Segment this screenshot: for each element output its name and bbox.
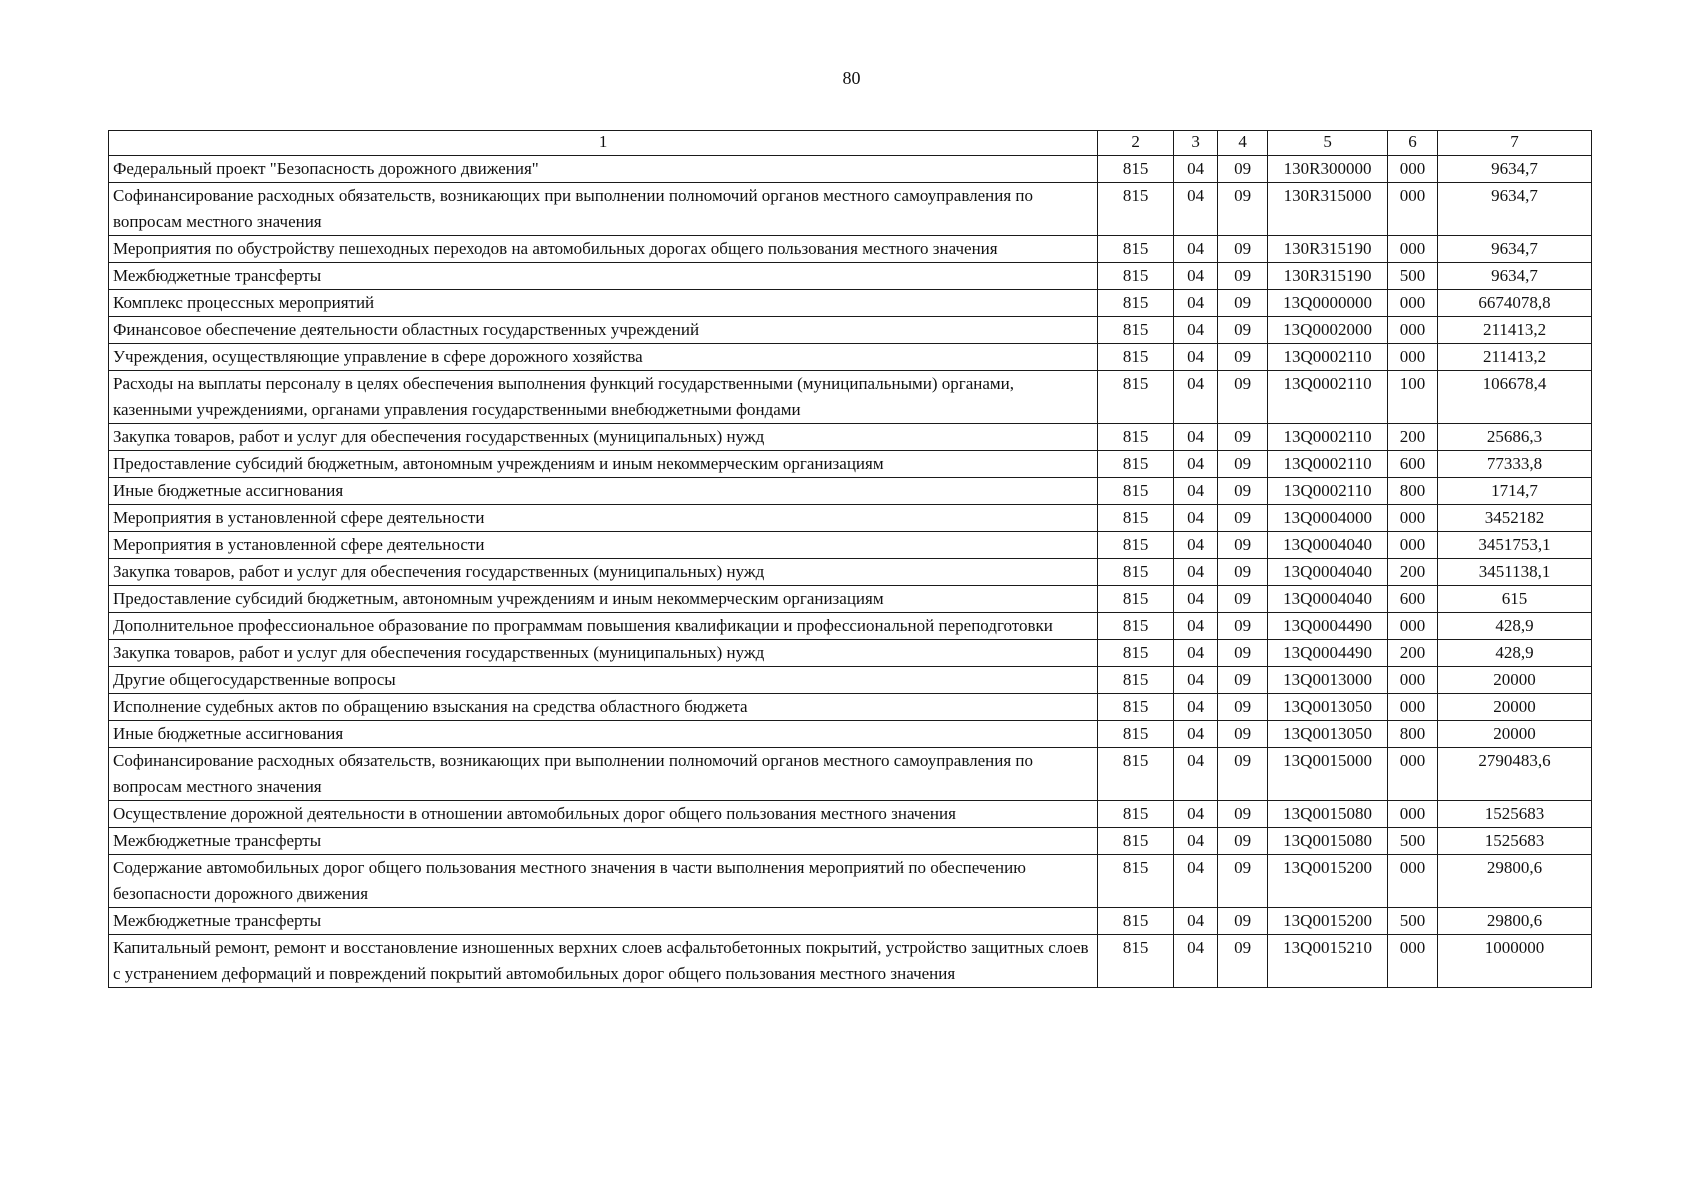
item-name: Иные бюджетные ассигнования <box>109 721 1098 748</box>
admin-code: 815 <box>1098 694 1174 721</box>
expense-type-code: 200 <box>1388 559 1438 586</box>
admin-code: 815 <box>1098 344 1174 371</box>
expense-type-code: 600 <box>1388 451 1438 478</box>
subsection-code: 09 <box>1218 183 1268 236</box>
target-article-code: 13Q0015080 <box>1268 828 1388 855</box>
column-header: 3 <box>1174 131 1218 156</box>
table-row <box>109 451 1592 478</box>
item-name: Комплекс процессных мероприятий <box>109 290 1098 317</box>
section-code: 04 <box>1174 559 1218 586</box>
amount: 9634,7 <box>1438 263 1592 290</box>
section-code: 04 <box>1174 236 1218 263</box>
target-article-code: 13Q0013000 <box>1268 667 1388 694</box>
table-row <box>109 801 1592 828</box>
item-name: Капитальный ремонт, ремонт и восстановление изношенных верхних слоев асфальтобетонных покрытий, устройство защитных слоев с устранением деформаций и повреждений покрытий автомобильных дорог общего пользования местного значения <box>109 935 1098 988</box>
subsection-code: 09 <box>1218 451 1268 478</box>
expense-type-code: 000 <box>1388 290 1438 317</box>
amount: 25686,3 <box>1438 424 1592 451</box>
item-name: Софинансирование расходных обязательств, возникающих при выполнении полномочий органов местного самоуправления по вопросам местного значения <box>109 183 1098 236</box>
admin-code: 815 <box>1098 801 1174 828</box>
subsection-code: 09 <box>1218 586 1268 613</box>
amount: 29800,6 <box>1438 855 1592 908</box>
column-header: 1 <box>109 131 1098 156</box>
target-article-code: 13Q0002000 <box>1268 317 1388 344</box>
amount: 6674078,8 <box>1438 290 1592 317</box>
section-code: 04 <box>1174 828 1218 855</box>
subsection-code: 09 <box>1218 371 1268 424</box>
subsection-code: 09 <box>1218 156 1268 183</box>
budget-table <box>108 130 1592 988</box>
item-name: Расходы на выплаты персоналу в целях обеспечения выполнения функций государственными (муниципальными) органами, казенными учреждениями, органами управления государственными внебюджетными фондами <box>109 371 1098 424</box>
section-code: 04 <box>1174 586 1218 613</box>
expense-type-code: 000 <box>1388 236 1438 263</box>
target-article-code: 13Q0004490 <box>1268 640 1388 667</box>
admin-code: 815 <box>1098 613 1174 640</box>
subsection-code: 09 <box>1218 236 1268 263</box>
admin-code: 815 <box>1098 935 1174 988</box>
amount: 211413,2 <box>1438 344 1592 371</box>
table-row <box>109 424 1592 451</box>
section-code: 04 <box>1174 263 1218 290</box>
subsection-code: 09 <box>1218 505 1268 532</box>
target-article-code: 13Q0004040 <box>1268 559 1388 586</box>
amount: 615 <box>1438 586 1592 613</box>
target-article-code: 13Q0004490 <box>1268 613 1388 640</box>
amount: 3451138,1 <box>1438 559 1592 586</box>
amount: 9634,7 <box>1438 236 1592 263</box>
expense-type-code: 000 <box>1388 344 1438 371</box>
section-code: 04 <box>1174 694 1218 721</box>
item-name: Другие общегосударственные вопросы <box>109 667 1098 694</box>
expense-type-code: 000 <box>1388 801 1438 828</box>
subsection-code: 09 <box>1218 559 1268 586</box>
amount: 9634,7 <box>1438 156 1592 183</box>
amount: 1000000 <box>1438 935 1592 988</box>
admin-code: 815 <box>1098 667 1174 694</box>
admin-code: 815 <box>1098 371 1174 424</box>
section-code: 04 <box>1174 424 1218 451</box>
target-article-code: 130R315000 <box>1268 183 1388 236</box>
amount: 20000 <box>1438 694 1592 721</box>
item-name: Софинансирование расходных обязательств, возникающих при выполнении полномочий органов местного самоуправления по вопросам местного значения <box>109 748 1098 801</box>
table-row <box>109 532 1592 559</box>
table-row <box>109 640 1592 667</box>
amount: 106678,4 <box>1438 371 1592 424</box>
target-article-code: 13Q0015080 <box>1268 801 1388 828</box>
target-article-code: 13Q0000000 <box>1268 290 1388 317</box>
item-name: Содержание автомобильных дорог общего пользования местного значения в части выполнения мероприятий по обеспечению безопасности дорожного движения <box>109 855 1098 908</box>
expense-type-code: 100 <box>1388 371 1438 424</box>
target-article-code: 13Q0004000 <box>1268 505 1388 532</box>
amount: 1525683 <box>1438 828 1592 855</box>
section-code: 04 <box>1174 505 1218 532</box>
section-code: 04 <box>1174 183 1218 236</box>
column-header: 7 <box>1438 131 1592 156</box>
target-article-code: 13Q0002110 <box>1268 344 1388 371</box>
table-row <box>109 156 1592 183</box>
target-article-code: 13Q0015210 <box>1268 935 1388 988</box>
subsection-code: 09 <box>1218 667 1268 694</box>
expense-type-code: 000 <box>1388 748 1438 801</box>
item-name: Мероприятия по обустройству пешеходных переходов на автомобильных дорогах общего пользования местного значения <box>109 236 1098 263</box>
admin-code: 815 <box>1098 451 1174 478</box>
expense-type-code: 500 <box>1388 263 1438 290</box>
section-code: 04 <box>1174 640 1218 667</box>
amount: 9634,7 <box>1438 183 1592 236</box>
item-name: Осуществление дорожной деятельности в отношении автомобильных дорог общего пользования местного значения <box>109 801 1098 828</box>
section-code: 04 <box>1174 667 1218 694</box>
expense-type-code: 000 <box>1388 667 1438 694</box>
subsection-code: 09 <box>1218 935 1268 988</box>
table-row <box>109 721 1592 748</box>
item-name: Федеральный проект "Безопасность дорожного движения" <box>109 156 1098 183</box>
amount: 20000 <box>1438 667 1592 694</box>
table-header-row <box>109 131 1592 156</box>
section-code: 04 <box>1174 748 1218 801</box>
subsection-code: 09 <box>1218 855 1268 908</box>
subsection-code: 09 <box>1218 828 1268 855</box>
column-header: 2 <box>1098 131 1174 156</box>
subsection-code: 09 <box>1218 478 1268 505</box>
expense-type-code: 500 <box>1388 828 1438 855</box>
admin-code: 815 <box>1098 183 1174 236</box>
target-article-code: 13Q0004040 <box>1268 532 1388 559</box>
table-row <box>109 855 1592 908</box>
admin-code: 815 <box>1098 478 1174 505</box>
section-code: 04 <box>1174 156 1218 183</box>
table-row <box>109 344 1592 371</box>
amount: 77333,8 <box>1438 451 1592 478</box>
expense-type-code: 800 <box>1388 478 1438 505</box>
column-header: 4 <box>1218 131 1268 156</box>
amount: 428,9 <box>1438 640 1592 667</box>
table-row <box>109 559 1592 586</box>
admin-code: 815 <box>1098 748 1174 801</box>
table-row <box>109 748 1592 801</box>
table-row <box>109 694 1592 721</box>
item-name: Межбюджетные трансферты <box>109 908 1098 935</box>
target-article-code: 130R315190 <box>1268 236 1388 263</box>
admin-code: 815 <box>1098 586 1174 613</box>
subsection-code: 09 <box>1218 532 1268 559</box>
admin-code: 815 <box>1098 290 1174 317</box>
target-article-code: 13Q0004040 <box>1268 586 1388 613</box>
section-code: 04 <box>1174 613 1218 640</box>
section-code: 04 <box>1174 935 1218 988</box>
table-row <box>109 667 1592 694</box>
subsection-code: 09 <box>1218 908 1268 935</box>
amount: 20000 <box>1438 721 1592 748</box>
section-code: 04 <box>1174 855 1218 908</box>
item-name: Финансовое обеспечение деятельности областных государственных учреждений <box>109 317 1098 344</box>
page-number: 80 <box>842 68 861 88</box>
column-header: 5 <box>1268 131 1388 156</box>
subsection-code: 09 <box>1218 748 1268 801</box>
section-code: 04 <box>1174 721 1218 748</box>
expense-type-code: 000 <box>1388 694 1438 721</box>
item-name: Закупка товаров, работ и услуг для обеспечения государственных (муниципальных) нужд <box>109 559 1098 586</box>
table-row <box>109 183 1592 236</box>
target-article-code: 13Q0002110 <box>1268 478 1388 505</box>
expense-type-code: 000 <box>1388 613 1438 640</box>
amount: 3452182 <box>1438 505 1592 532</box>
subsection-code: 09 <box>1218 424 1268 451</box>
item-name: Межбюджетные трансферты <box>109 263 1098 290</box>
expense-type-code: 200 <box>1388 640 1438 667</box>
item-name: Предоставление субсидий бюджетным, автономным учреждениям и иным некоммерческим организациям <box>109 586 1098 613</box>
admin-code: 815 <box>1098 505 1174 532</box>
admin-code: 815 <box>1098 640 1174 667</box>
expense-type-code: 000 <box>1388 317 1438 344</box>
subsection-code: 09 <box>1218 721 1268 748</box>
table-row <box>109 586 1592 613</box>
section-code: 04 <box>1174 290 1218 317</box>
table-row <box>109 478 1592 505</box>
expense-type-code: 200 <box>1388 424 1438 451</box>
section-code: 04 <box>1174 478 1218 505</box>
item-name: Мероприятия в установленной сфере деятельности <box>109 532 1098 559</box>
target-article-code: 130R300000 <box>1268 156 1388 183</box>
item-name: Закупка товаров, работ и услуг для обеспечения государственных (муниципальных) нужд <box>109 424 1098 451</box>
expense-type-code: 000 <box>1388 505 1438 532</box>
amount: 3451753,1 <box>1438 532 1592 559</box>
amount: 428,9 <box>1438 613 1592 640</box>
target-article-code: 13Q0002110 <box>1268 451 1388 478</box>
amount: 29800,6 <box>1438 908 1592 935</box>
section-code: 04 <box>1174 344 1218 371</box>
expense-type-code: 800 <box>1388 721 1438 748</box>
subsection-code: 09 <box>1218 801 1268 828</box>
amount: 2790483,6 <box>1438 748 1592 801</box>
item-name: Предоставление субсидий бюджетным, автономным учреждениям и иным некоммерческим организациям <box>109 451 1098 478</box>
item-name: Закупка товаров, работ и услуг для обеспечения государственных (муниципальных) нужд <box>109 640 1098 667</box>
admin-code: 815 <box>1098 317 1174 344</box>
admin-code: 815 <box>1098 721 1174 748</box>
subsection-code: 09 <box>1218 344 1268 371</box>
item-name: Исполнение судебных актов по обращению взыскания на средства областного бюджета <box>109 694 1098 721</box>
admin-code: 815 <box>1098 532 1174 559</box>
target-article-code: 13Q0015000 <box>1268 748 1388 801</box>
admin-code: 815 <box>1098 156 1174 183</box>
table-row <box>109 290 1592 317</box>
table-row <box>109 505 1592 532</box>
section-code: 04 <box>1174 908 1218 935</box>
table-row <box>109 828 1592 855</box>
subsection-code: 09 <box>1218 317 1268 344</box>
table-row <box>109 371 1592 424</box>
table-row <box>109 935 1592 988</box>
target-article-code: 13Q0013050 <box>1268 694 1388 721</box>
subsection-code: 09 <box>1218 613 1268 640</box>
admin-code: 815 <box>1098 236 1174 263</box>
column-header: 6 <box>1388 131 1438 156</box>
expense-type-code: 000 <box>1388 156 1438 183</box>
item-name: Межбюджетные трансферты <box>109 828 1098 855</box>
table-row <box>109 908 1592 935</box>
target-article-code: 13Q0002110 <box>1268 371 1388 424</box>
subsection-code: 09 <box>1218 263 1268 290</box>
item-name: Учреждения, осуществляющие управление в сфере дорожного хозяйства <box>109 344 1098 371</box>
expense-type-code: 000 <box>1388 855 1438 908</box>
section-code: 04 <box>1174 801 1218 828</box>
admin-code: 815 <box>1098 424 1174 451</box>
subsection-code: 09 <box>1218 694 1268 721</box>
expense-type-code: 600 <box>1388 586 1438 613</box>
target-article-code: 13Q0015200 <box>1268 908 1388 935</box>
admin-code: 815 <box>1098 908 1174 935</box>
section-code: 04 <box>1174 451 1218 478</box>
expense-type-code: 000 <box>1388 532 1438 559</box>
item-name: Иные бюджетные ассигнования <box>109 478 1098 505</box>
section-code: 04 <box>1174 532 1218 559</box>
amount: 1714,7 <box>1438 478 1592 505</box>
amount: 211413,2 <box>1438 317 1592 344</box>
target-article-code: 13Q0015200 <box>1268 855 1388 908</box>
item-name: Мероприятия в установленной сфере деятельности <box>109 505 1098 532</box>
subsection-code: 09 <box>1218 290 1268 317</box>
table-row <box>109 613 1592 640</box>
subsection-code: 09 <box>1218 640 1268 667</box>
table-row <box>109 263 1592 290</box>
admin-code: 815 <box>1098 828 1174 855</box>
expense-type-code: 000 <box>1388 183 1438 236</box>
admin-code: 815 <box>1098 855 1174 908</box>
admin-code: 815 <box>1098 263 1174 290</box>
target-article-code: 13Q0002110 <box>1268 424 1388 451</box>
expense-type-code: 000 <box>1388 935 1438 988</box>
section-code: 04 <box>1174 317 1218 344</box>
section-code: 04 <box>1174 371 1218 424</box>
table-row <box>109 236 1592 263</box>
admin-code: 815 <box>1098 559 1174 586</box>
target-article-code: 13Q0013050 <box>1268 721 1388 748</box>
item-name: Дополнительное профессиональное образование по программам повышения квалификации и профессиональной переподготовки <box>109 613 1098 640</box>
target-article-code: 130R315190 <box>1268 263 1388 290</box>
expense-type-code: 500 <box>1388 908 1438 935</box>
table-row <box>109 317 1592 344</box>
amount: 1525683 <box>1438 801 1592 828</box>
